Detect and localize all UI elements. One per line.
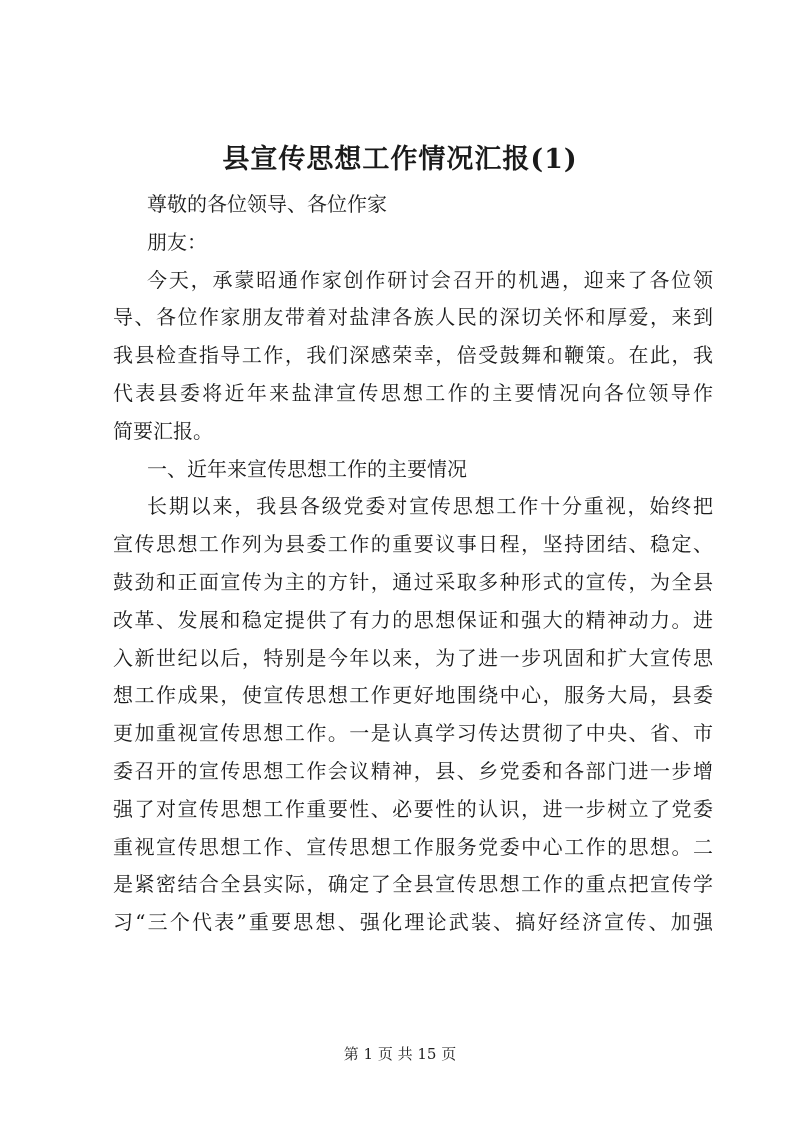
body-line: 强了对宣传思想工作重要性、必要性的认识，进一步树立了党委 — [113, 796, 713, 821]
body-line: 我县检查指导工作，我们深感荣幸，倍受鼓舞和鞭策。在此，我 — [113, 343, 713, 368]
page-number-footer: 第 1 页 共 15 页 — [343, 1045, 457, 1063]
section-heading: 一、近年来宣传思想工作的主要情况 — [147, 456, 467, 481]
body-line: 鼓劲和正面宣传为主的方针，通过采取多种形式的宣传，为全县 — [113, 569, 713, 594]
body-line: 重视宣传思想工作、宣传思想工作服务党委中心工作的思想。二 — [113, 834, 713, 859]
body-line: 朋友： — [147, 229, 207, 254]
body-line: 是紧密结合全县实际，确定了全县宣传思想工作的重点把宣传学 — [113, 872, 713, 897]
body-line: 委召开的宣传思想工作会议精神，县、乡党委和各部门进一步增 — [113, 758, 713, 783]
body-line: 改革、发展和稳定提供了有力的思想保证和强大的精神动力。进 — [113, 607, 713, 632]
body-line: 入新世纪以后，特别是今年以来，为了进一步巩固和扩大宣传思 — [113, 645, 713, 670]
body-line: 想工作成果，使宣传思想工作更好地围绕中心，服务大局，县委 — [113, 683, 713, 708]
body-line: 习“三个代表”重要思想、强化理论武装、搞好经济宣传、加强 — [113, 910, 713, 935]
body-line: 简要汇报。 — [113, 418, 213, 443]
body-line: 代表县委将近年来盐津宣传思想工作的主要情况向各位领导作 — [113, 380, 713, 405]
document-body — [113, 186, 713, 942]
body-line: 导、各位作家朋友带着对盐津各族人民的深切关怀和厚爱，来到 — [113, 305, 713, 330]
body-line: 更加重视宣传思想工作。一是认真学习传达贯彻了中央、省、市 — [113, 721, 713, 746]
body-line: 宣传思想工作列为县委工作的重要议事日程，坚持团结、稳定、 — [113, 532, 713, 557]
body-line: 尊敬的各位领导、各位作家 — [147, 192, 387, 216]
document-title: 县宣传思想工作情况汇报(1) — [222, 144, 578, 175]
body-line: 今天，承蒙昭通作家创作研讨会召开的机遇，迎来了各位领 — [147, 267, 713, 292]
body-line: 长期以来，我县各级党委对宣传思想工作十分重视，始终把 — [147, 494, 713, 519]
